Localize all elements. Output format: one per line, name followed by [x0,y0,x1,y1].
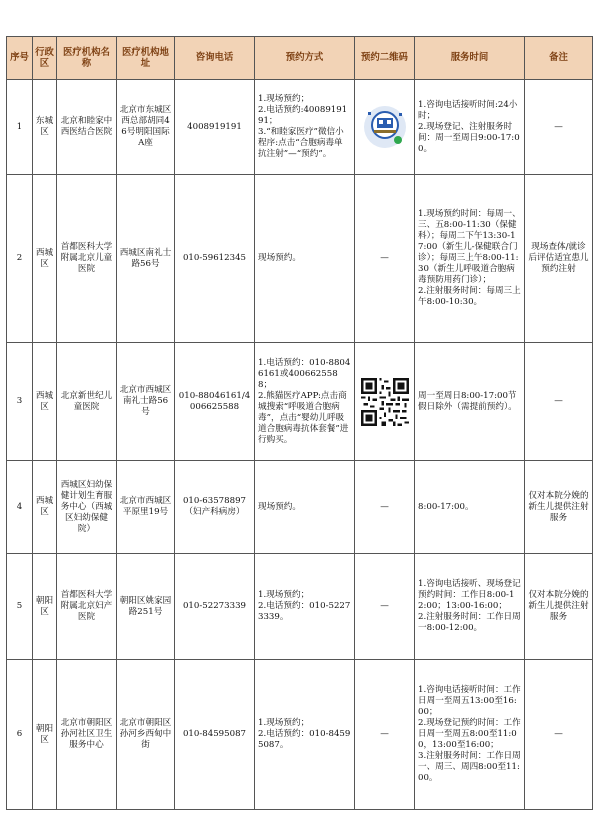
row-no: 6 [7,660,33,810]
header-district: 行政区 [33,37,57,80]
row-remark: — [525,660,593,810]
row-no: 5 [7,554,33,660]
row-district: 朝阳区 [33,554,57,660]
row-remark: — [525,80,593,175]
row-booking: 现场预约。 [255,461,355,554]
row-district: 朝阳区 [33,660,57,810]
row-service: 1.咨询电话接听时间：工作日周一至周五13:00至16:00； 2.现场登记预约时间：工作日周一至周五8:00至11:00，13:00至16:00； 3.注射服务时间：工作日周一、周三、周四8:00至11:00。 [415,660,525,810]
header-name: 医疗机构名称 [57,37,117,80]
row-district: 西城区 [33,175,57,343]
qr-code-icon[interactable] [361,378,409,426]
header-remark: 备注 [525,37,593,80]
row-qr[interactable] [355,343,415,461]
row-booking: 1.电话预约：010-88046161或4006625588； 2.熊猫医疗APP:点击商城搜索“呼吸道合胞病毒”，点击“婴幼儿呼吸道合胞病毒抗体套餐”进行购买。 [255,343,355,461]
row-booking: 1.现场预约； 2.电话预约：010-84595087。 [255,660,355,810]
header-booking: 预约方式 [255,37,355,80]
row-booking: 现场预约。 [255,175,355,343]
header-service: 服务时间 [415,37,525,80]
row-phone: 010-59612345 [175,175,255,343]
header-no: 序号 [7,37,33,80]
row-service: 8:00-17:00。 [415,461,525,554]
qr-code-icon[interactable] [362,104,408,150]
row-no: 3 [7,343,33,461]
table-row [7,554,593,660]
row-name: 北京新世纪儿童医院 [57,343,117,461]
row-address: 北京市朝阳区孙河乡西甸中街 [117,660,175,810]
row-service: 1.咨询电话接听、现场登记预约时间：工作日8:00-12:00；13:00-16:00； 2.注射服务时间：工作日周一8:00-12:00。 [415,554,525,660]
table-row [7,175,593,343]
row-no: 2 [7,175,33,343]
row-remark: 现场查体/就诊后评估适宜患儿预约注射 [525,175,593,343]
row-qr: — [355,461,415,554]
row-phone: 010-84595087 [175,660,255,810]
row-remark: — [525,343,593,461]
row-booking: 1.现场预约； 2.电话预约：010-52273339。 [255,554,355,660]
row-qr: — [355,175,415,343]
row-no: 4 [7,461,33,554]
table-row [7,80,593,175]
row-name: 首都医科大学附属北京儿童医院 [57,175,117,343]
table-header-row [7,37,593,80]
header-qr: 预约二维码 [355,37,415,80]
row-phone: 010-63578897（妇产科病房） [175,461,255,554]
row-name: 北京和睦家中西医结合医院 [57,80,117,175]
row-service: 1.咨询电话接听时间:24小时； 2.现场登记、注射服务时间：周一至周日9:00-17:00。 [415,80,525,175]
row-district: 东城区 [33,80,57,175]
row-address: 朝阳区姚家园路251号 [117,554,175,660]
row-remark: 仅对本院分娩的新生儿提供注射服务 [525,461,593,554]
clinic-table [6,36,593,810]
row-service: 周一至周日8:00-17:00节假日除外（需提前预约）。 [415,343,525,461]
row-phone: 010-88046161/4006625588 [175,343,255,461]
row-phone: 010-52273339 [175,554,255,660]
table-row [7,343,593,461]
row-booking: 1.现场预约； 2.电话预约:4008919191； 3.“和睦家医疗”微信小程序:点击“合胞病毒单抗注射”—“预约”。 [255,80,355,175]
row-district: 西城区 [33,461,57,554]
row-no: 1 [7,80,33,175]
row-service: 1.现场预约时间：每周一、三、五8:00-11:30（保健科）；每周二下午13:30-17:00（新生儿-保健联合门诊）；每周三上午8:00-11:30（新生儿呼吸道合胞病毒预防用药门诊）； 2.注射服务时间：每周三上午8:00-10:30。 [415,175,525,343]
header-address: 医疗机构地址 [117,37,175,80]
row-name: 北京市朝阳区孙河社区卫生服务中心 [57,660,117,810]
row-district: 西城区 [33,343,57,461]
row-qr[interactable] [355,80,415,175]
row-remark: 仅对本院分娩的新生儿提供注射服务 [525,554,593,660]
row-address: 西城区南礼士路56号 [117,175,175,343]
header-phone: 咨询电话 [175,37,255,80]
row-phone: 4008919191 [175,80,255,175]
row-name: 西城区妇幼保健计划生育服务中心（西城区妇幼保健院） [57,461,117,554]
table-row [7,660,593,810]
row-address: 北京市东城区西总部胡同46号明阳国际A座 [117,80,175,175]
row-name: 首都医科大学附属北京妇产医院 [57,554,117,660]
row-address: 北京市西城区平原里19号 [117,461,175,554]
row-qr: — [355,660,415,810]
row-address: 北京市西城区南礼士路56号 [117,343,175,461]
table-row [7,461,593,554]
row-qr: — [355,554,415,660]
